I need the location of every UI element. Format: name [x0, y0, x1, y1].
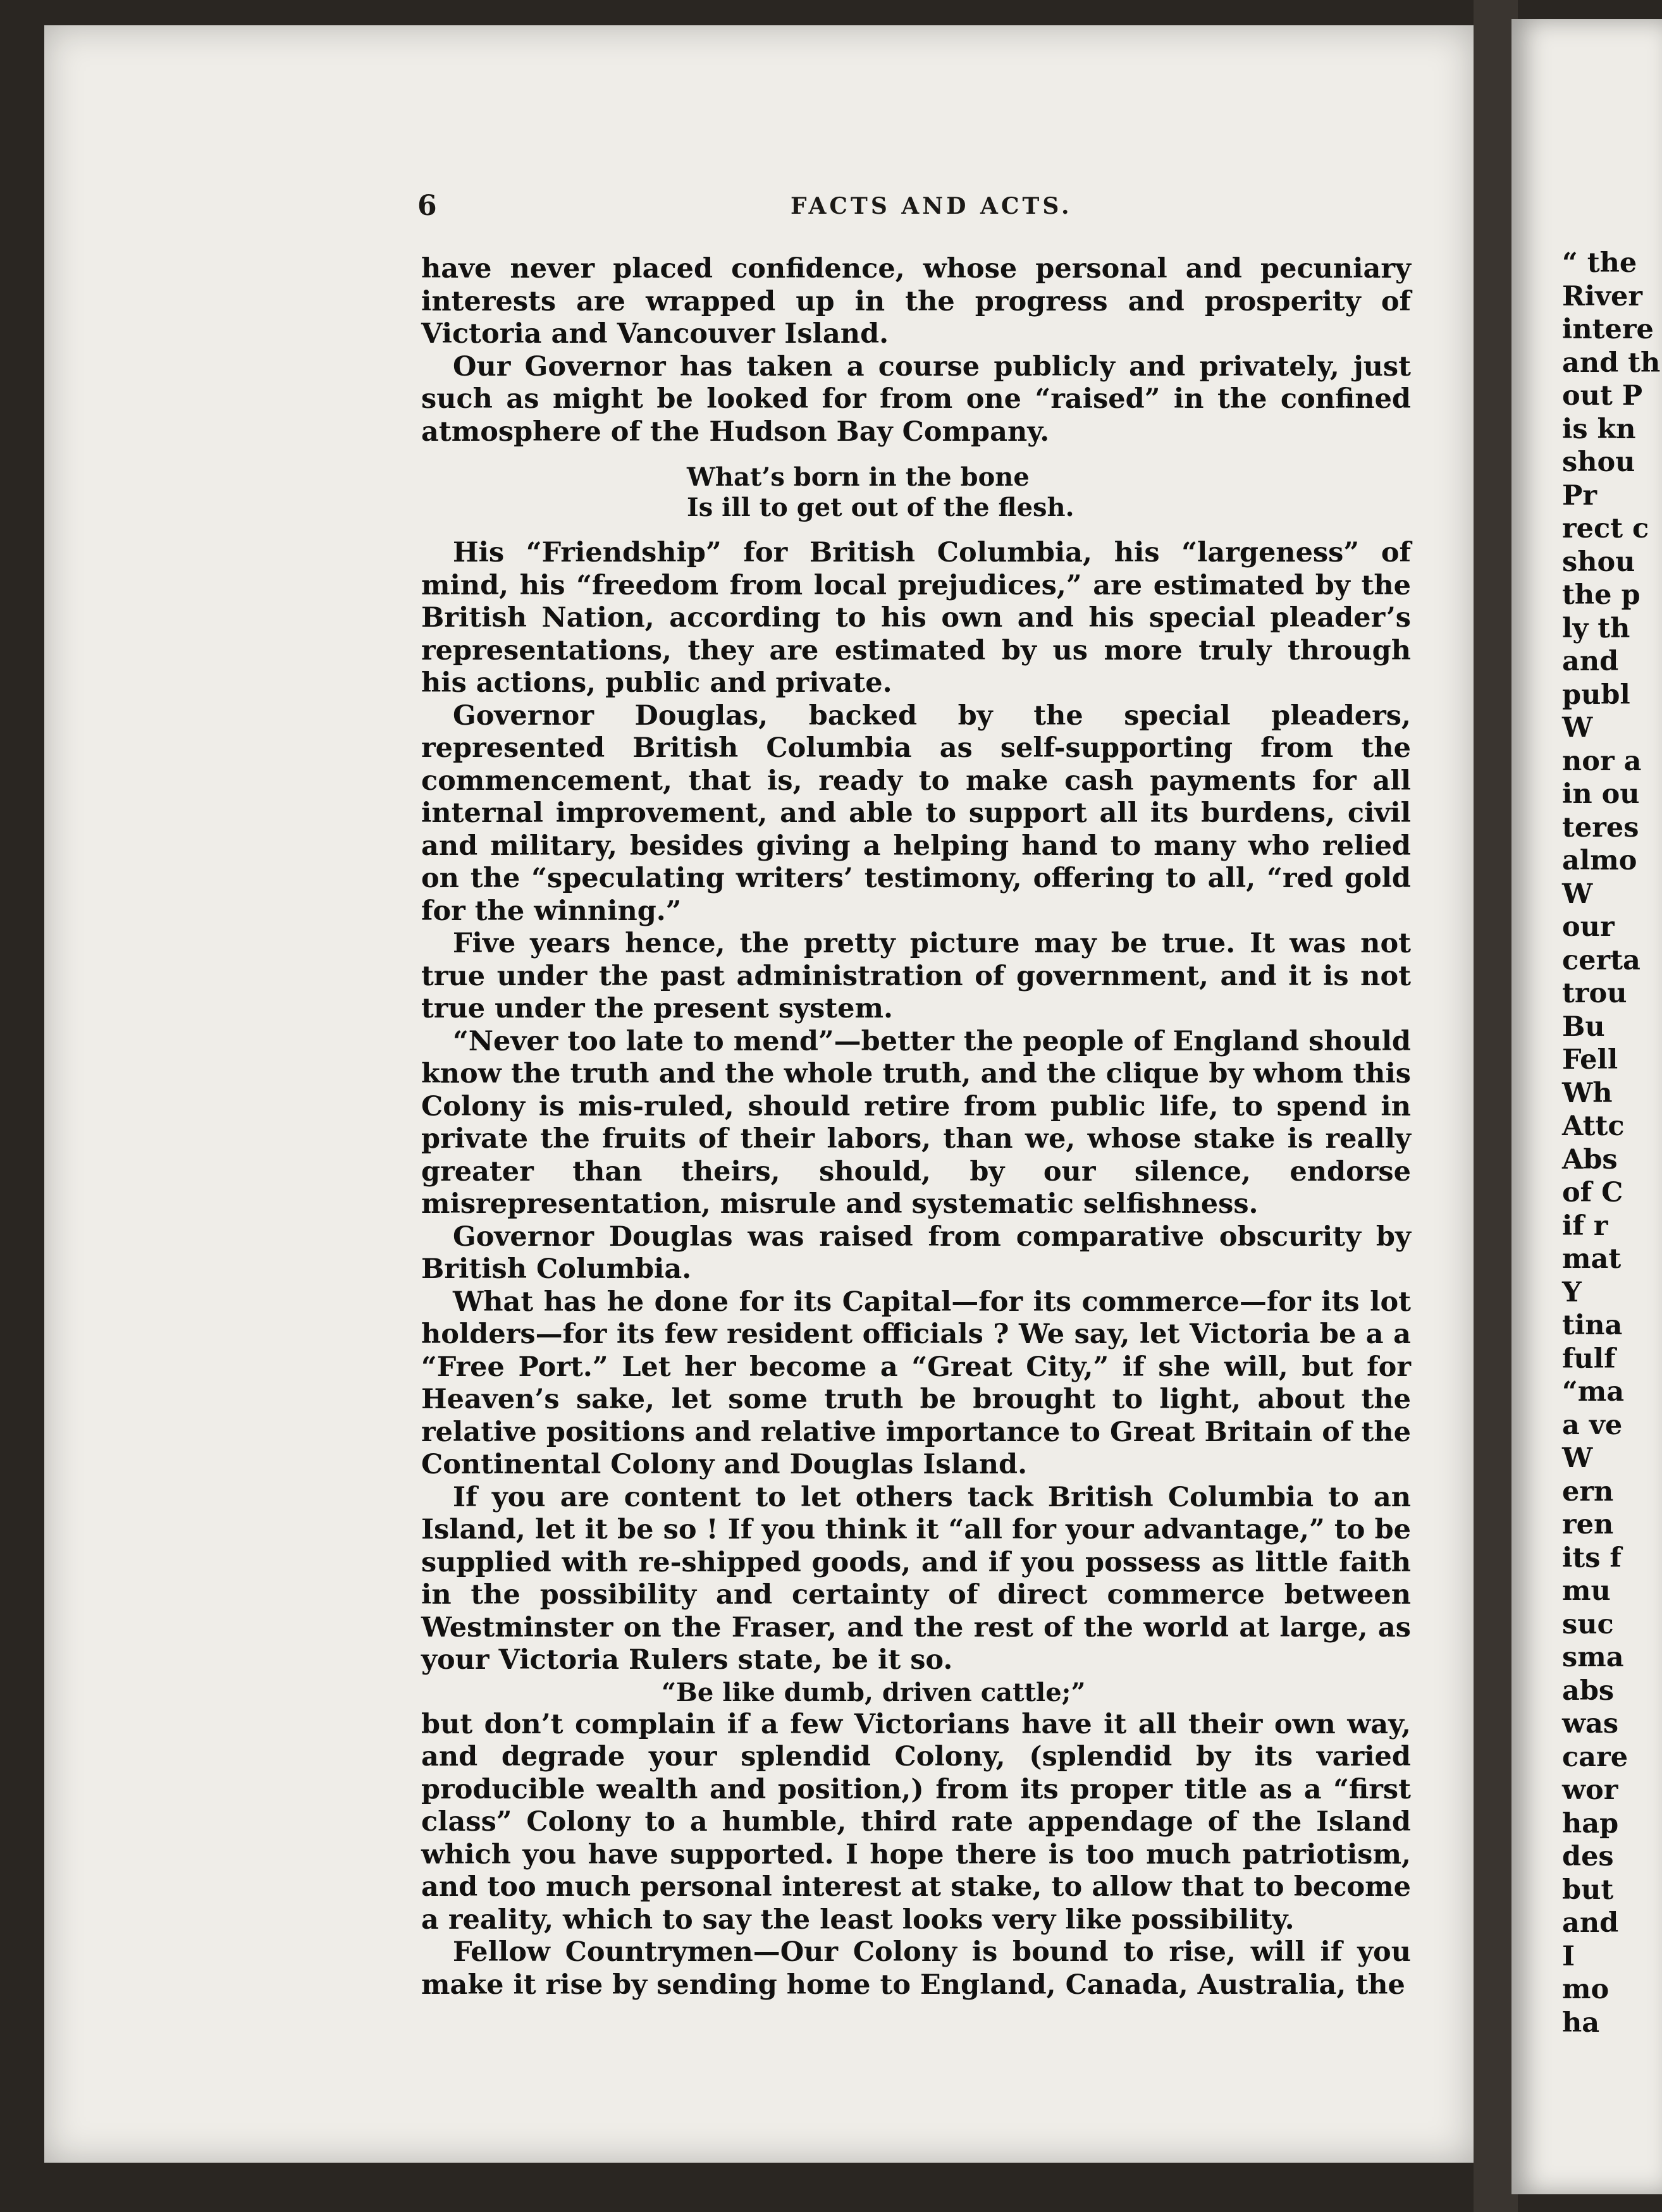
verse-quote-2: “Be like dumb, driven cattle;”: [662, 1677, 1086, 1707]
right-page-line: Pr: [1562, 479, 1597, 512]
paragraph-10: but don’t complain if a few Victorians have it all their own way, and degrade your splendid Colony, (splendid by its varied producible wealth and position,) from its proper title as a “first class” Colony to a humble, third rate appendage of the Island which you have supported. I hope there is too much patriotism, and too much personal interest at stake, to allow that to become a reality, which to say the least looks very like possibility.: [421, 1708, 1411, 1936]
paragraph-8: What has he done for its Capital—for its commerce—for its lot holders—for its few resident officials ? We say, let Victoria be a a “Free Port.” Let her become a “Great City,” if she will, but for Heaven’s sake, let some truth be brought to light, about the relative positions and relative importance to Great Britain of the Continental Colony and Douglas Island.: [421, 1286, 1411, 1480]
right-page-line: is kn: [1562, 413, 1636, 445]
right-page-line: fulf: [1562, 1343, 1616, 1375]
right-page-line: W: [1562, 878, 1593, 910]
right-page-line: certa: [1562, 944, 1640, 976]
right-page-line: was: [1562, 1708, 1619, 1740]
paragraph-9: If you are content to let others tack British Columbia to an Island, let it be so ! If you think it “all for your advantage,” to be supplied with re-shipped goods, and if you possess as little faith in the possibility and certainty of direct commerce between Westminster on the Fraser, and the rest of the world at large, as your Victoria Rulers state, be it so.: [421, 1481, 1411, 1676]
right-page-line: abs: [1562, 1674, 1615, 1707]
right-page-line: suc: [1562, 1608, 1614, 1640]
right-page-line: a ve: [1562, 1409, 1623, 1441]
right-page-line: but: [1562, 1874, 1614, 1906]
right-page-line: and: [1562, 1907, 1619, 1939]
right-page-text: [1562, 247, 1662, 2039]
right-page-line: Wh: [1562, 1077, 1613, 1109]
right-page-line: shou: [1562, 446, 1635, 478]
right-page-line: wor: [1562, 1774, 1618, 1806]
right-page-line: intere: [1562, 314, 1654, 345]
verse-line-1: What’s born in the bone: [687, 462, 1030, 492]
right-page-line: ha: [1562, 2006, 1600, 2039]
right-page-line: the p: [1562, 579, 1640, 611]
paragraph-11: Fellow Countrymen—Our Colony is bound to rise, will if you make it rise by sending home to England, Canada, Australia, the: [421, 1936, 1411, 2001]
running-title: FACTS AND ACTS.: [791, 193, 1073, 219]
right-page-line: River: [1562, 280, 1643, 312]
right-page-line: care: [1562, 1741, 1628, 1773]
right-page-line: sma: [1562, 1642, 1624, 1673]
right-page-line: W: [1562, 712, 1593, 744]
right-page-line: mat: [1562, 1243, 1622, 1275]
paragraph-3: His “Friendship” for British Columbia, his “largeness” of mind, his “freedom from local prejudices,” are estimated by the British Nation, according to his own and his special pleader’s representations, they are estimated by us more truly through his actions, public and private.: [421, 537, 1411, 699]
paragraph-1: have never placed confidence, whose personal and pecuniary interests are wrapped up in the progress and prosperity of Victoria and Vancouver Island.: [421, 253, 1411, 350]
right-page-line: mo: [1562, 1974, 1610, 2005]
right-page-line: mu: [1562, 1575, 1611, 1607]
right-page-line: I: [1562, 1940, 1575, 1972]
right-page-line: ren: [1562, 1509, 1614, 1540]
right-page-line: of C: [1562, 1177, 1623, 1208]
right-page-line: in ou: [1562, 778, 1640, 810]
right-page-line: our: [1562, 911, 1615, 943]
paragraph-7: Governor Douglas was raised from comparative obscurity by British Columbia.: [421, 1220, 1411, 1285]
paragraph-2: Our Governor has taken a course publicly and privately, just such as might be looked for from one “raised” in the confined atmosphere of the Hudson Bay Company.: [421, 350, 1411, 448]
right-page-line: and: [1562, 646, 1619, 677]
right-page-line: “ma: [1562, 1376, 1625, 1408]
paragraph-6: “Never too late to mend”—better the people of England should know the truth and the whole truth, and the clique by whom this Colony is mis-ruled, should retire from public life, to spend in private the fruits of their labors, than we, whose stake is really greater than theirs, should, by our silence, endorse misrepresentation, misrule and systematic selfishness.: [421, 1025, 1411, 1220]
right-page-line: nor a: [1562, 745, 1642, 777]
right-page-line: Y: [1562, 1276, 1582, 1308]
right-page-line: Attc: [1562, 1110, 1625, 1142]
page-number: 6: [417, 190, 437, 222]
right-page-line: if r: [1562, 1210, 1608, 1242]
right-page-line: “ the: [1562, 247, 1637, 279]
right-page-line: W: [1562, 1442, 1593, 1474]
paragraph-4: Governor Douglas, backed by the special pleaders, represented British Columbia as self-supporting from the commencement, that is, ready to make cash payments for all internal improvement, and able to support all its burdens, civil and military, besides giving a helping hand to many who relied on the “speculating writers’ testimony, offering to all, “red gold for the winning.”: [421, 699, 1411, 927]
right-page-line: des: [1562, 1841, 1614, 1872]
right-page-line: almo: [1562, 845, 1637, 876]
right-page-line: ly th: [1562, 612, 1630, 644]
right-page-line: Abs: [1562, 1143, 1618, 1176]
verse-quote: [687, 462, 1411, 523]
right-page-line: hap: [1562, 1807, 1619, 1840]
right-page-line: Bu: [1562, 1011, 1605, 1043]
right-page-line: and th: [1562, 347, 1661, 379]
right-page-line: shou: [1562, 546, 1635, 578]
body-text: [421, 253, 1411, 2001]
right-page-line: rect c: [1562, 513, 1649, 544]
right-page-line: out P: [1562, 380, 1643, 412]
right-page-line: teres: [1562, 811, 1639, 844]
right-page-line: Fell: [1562, 1044, 1618, 1076]
right-page-line: tina: [1562, 1310, 1623, 1341]
verse-line-2: Is ill to get out of the flesh.: [687, 493, 1074, 522]
paragraph-5: Five years hence, the pretty picture may be true. It was not true under the past administration of government, and it is not true under the present system.: [421, 928, 1411, 1024]
right-page-line: publ: [1562, 679, 1630, 711]
right-page-line: its f: [1562, 1542, 1622, 1574]
right-page-line: trou: [1562, 978, 1627, 1009]
right-page-line: ern: [1562, 1475, 1614, 1508]
